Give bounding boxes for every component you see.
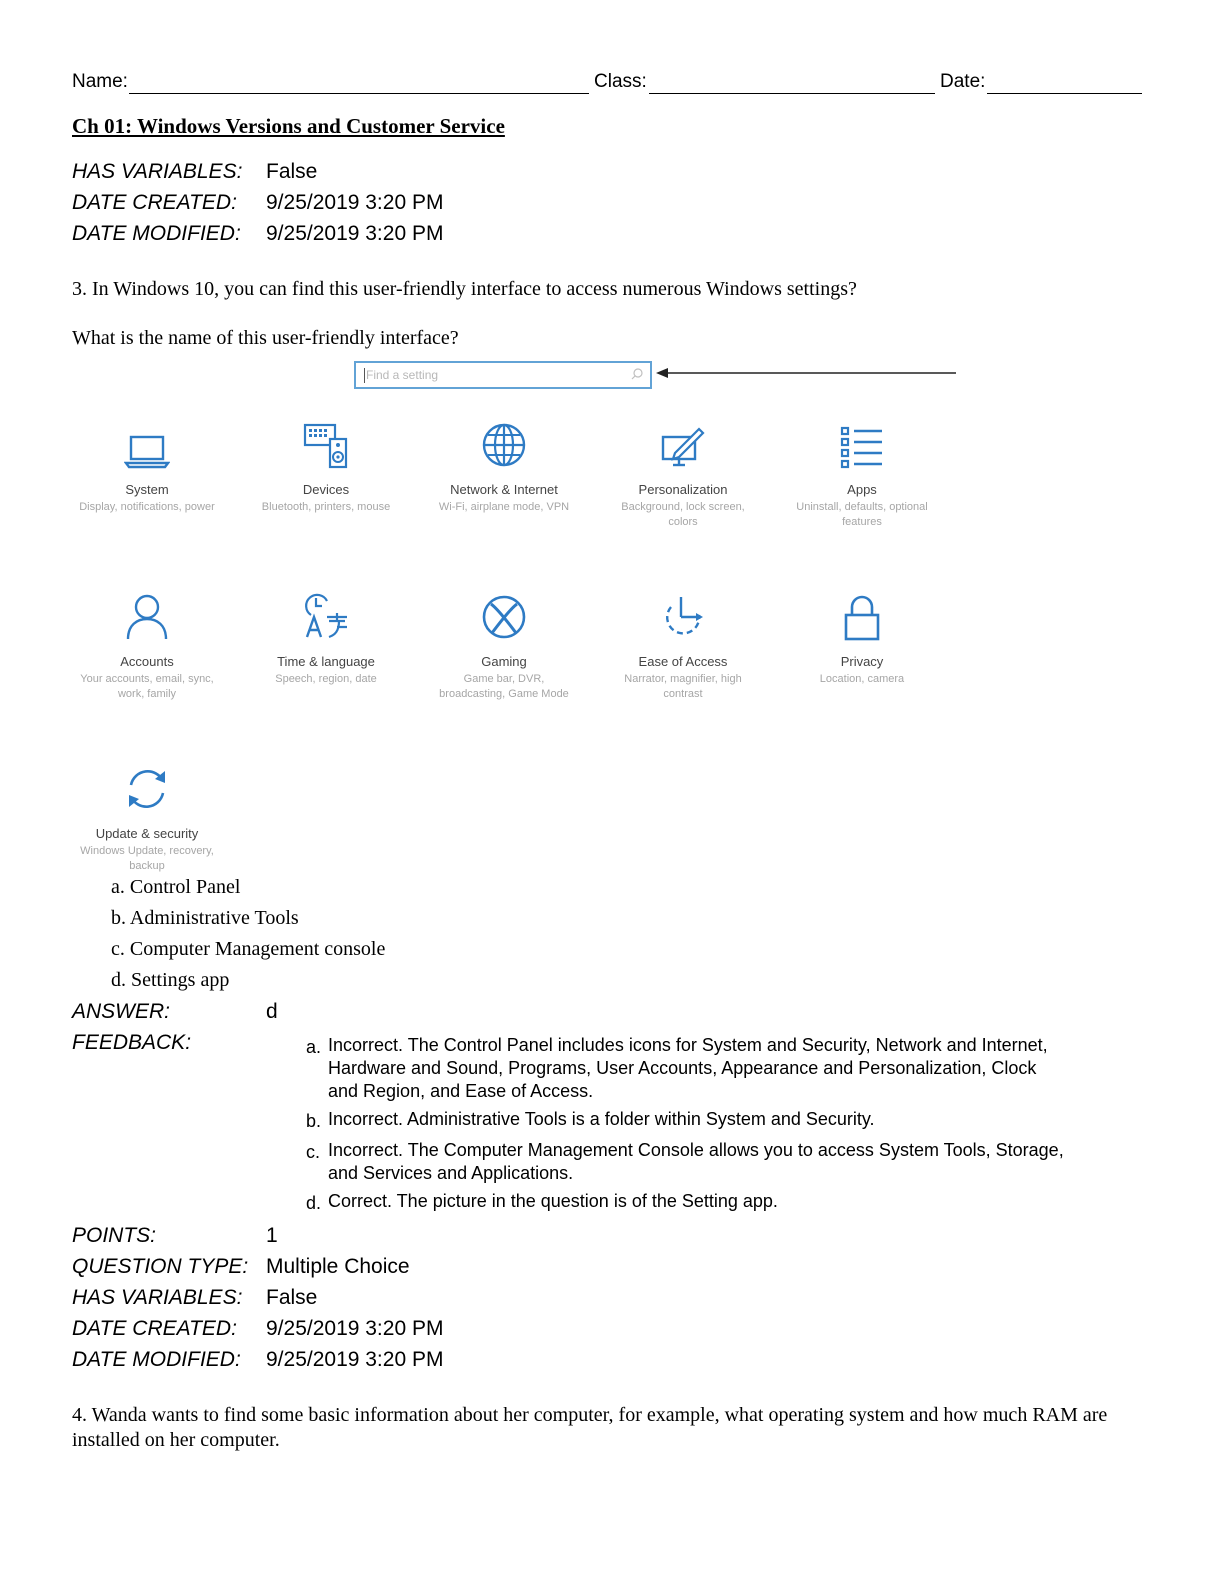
class-blank[interactable] [649,93,935,94]
chapter-title: Ch 01: Windows Versions and Customer Service [72,114,505,138]
meta-value: 9/25/2019 3:20 PM [266,1317,444,1340]
settings-search-placeholder: Find a setting [366,368,439,382]
date-label: Date: [940,71,986,92]
question-3-subtext: What is the name of this user-friendly interface? [72,327,459,349]
tile-title: Personalization [638,482,728,497]
answer-value: d [266,1000,278,1023]
tile-title: Apps [847,482,877,497]
option-a: a. Control Panel [111,876,241,898]
tile-desc: Windows Update, recovery, backup [80,845,214,872]
tile-privacy [787,594,937,687]
tile-update-security [72,766,222,874]
meta-value: 9/25/2019 3:20 PM [266,191,444,214]
tile-desc: Location, camera [819,673,905,685]
text-caret [364,368,365,383]
feedback-text: Incorrect. The Computer Management Console allows you to access System Tools, Storage, and Services and Applications. [328,1140,1064,1183]
feedback-text: Correct. The picture in the question is of the Setting app. [328,1191,778,1211]
tile-title: Ease of Access [638,654,728,669]
time-language-icon [301,591,351,646]
tile-title: Privacy [840,654,884,669]
meta-key: ANSWER: [72,1000,171,1023]
meta-key: DATE CREATED: [72,1317,237,1340]
tile-title: Devices [302,482,350,497]
tile-desc: Speech, region, date [275,673,377,685]
globe-icon [480,421,528,474]
name-label: Name: [72,71,128,92]
pointer-arrow [656,365,958,381]
tile-title: Gaming [481,654,527,669]
meta-value: False [266,160,318,183]
meta-key: DATE MODIFIED: [72,1348,241,1371]
meta-value: False [266,1286,318,1309]
xbox-icon [480,593,528,646]
feedback-text: Incorrect. The Control Panel includes icons for System and Security, Network and Internet, Hardware and Sound, Programs, User Accounts, Appearance and Personalization, Clock and Region, and Ease of Access. [328,1035,1048,1101]
feedback-letter: c. [306,1142,321,1162]
tile-title: System [125,482,169,497]
sync-icon [123,765,171,818]
feedback-letter: b. [306,1111,322,1131]
apps-list-icon [839,425,885,474]
ease-of-access-icon [659,593,707,646]
tile-desc: Wi-Fi, airplane mode, VPN [438,501,570,513]
tile-time-language [251,594,401,687]
tile-ease-of-access [608,594,758,702]
tile-accounts [72,594,222,702]
tile-title: Time & language [277,654,375,669]
meta-value: 1 [266,1224,278,1247]
tile-title: Update & security [95,826,199,841]
option-b: b. Administrative Tools [111,907,299,929]
option-c: c. Computer Management console [111,938,386,960]
meta-key: DATE MODIFIED: [72,222,241,245]
meta-key: HAS VARIABLES: [72,1286,243,1309]
tile-devices [251,422,401,515]
meta-key: FEEDBACK: [72,1031,192,1054]
tile-gaming [429,594,579,702]
personalization-icon [659,425,707,474]
tile-title: Network & Internet [450,482,558,497]
option-d: d. Settings app [111,969,230,991]
tile-network [429,422,579,515]
tile-apps [787,422,937,530]
date-blank[interactable] [987,93,1142,94]
meta-value: 9/25/2019 3:20 PM [266,1348,444,1371]
tile-desc: Uninstall, defaults, optional features [796,501,928,528]
meta-key: QUESTION TYPE: [72,1255,249,1278]
person-icon [125,593,169,646]
devices-icon [302,421,350,474]
question-4-text: 4. Wanda wants to find some basic information about her computer, for example, what operating system and how much RAM are installed on her computer. [72,1404,1108,1451]
feedback-letter: d. [306,1193,322,1213]
tile-personalization [608,422,758,530]
meta-value: 9/25/2019 3:20 PM [266,222,444,245]
feedback-letter: a. [306,1037,322,1057]
feedback-d [306,1190,1066,1213]
feedback-text: Incorrect. Administrative Tools is a folder within System and Security. [328,1109,875,1129]
feedback-a [306,1034,1066,1103]
tile-desc: Display, notifications, power [79,501,215,513]
tile-desc: Bluetooth, printers, mouse [261,501,391,513]
settings-search-box [354,361,652,389]
tile-desc: Your accounts, email, sync, work, family [80,673,214,700]
meta-key: HAS VARIABLES: [72,160,243,183]
meta-value: Multiple Choice [266,1255,410,1278]
meta-key: DATE CREATED: [72,191,237,214]
name-blank[interactable] [129,93,589,94]
laptop-icon [124,429,170,474]
meta-key: POINTS: [72,1224,157,1247]
feedback-c [306,1139,1066,1185]
feedback-b [306,1108,1066,1131]
class-label: Class: [594,71,647,92]
tile-desc: Narrator, magnifier, high contrast [624,673,742,700]
search-icon [630,367,644,386]
tile-desc: Background, lock screen, colors [621,501,745,528]
tile-desc: Game bar, DVR, broadcasting, Game Mode [439,673,569,700]
question-3-text: 3. In Windows 10, you can find this user-friendly interface to access numerous Windows settings? [72,278,857,300]
tile-system [72,422,222,515]
tile-title: Accounts [120,654,174,669]
lock-icon [842,593,882,646]
